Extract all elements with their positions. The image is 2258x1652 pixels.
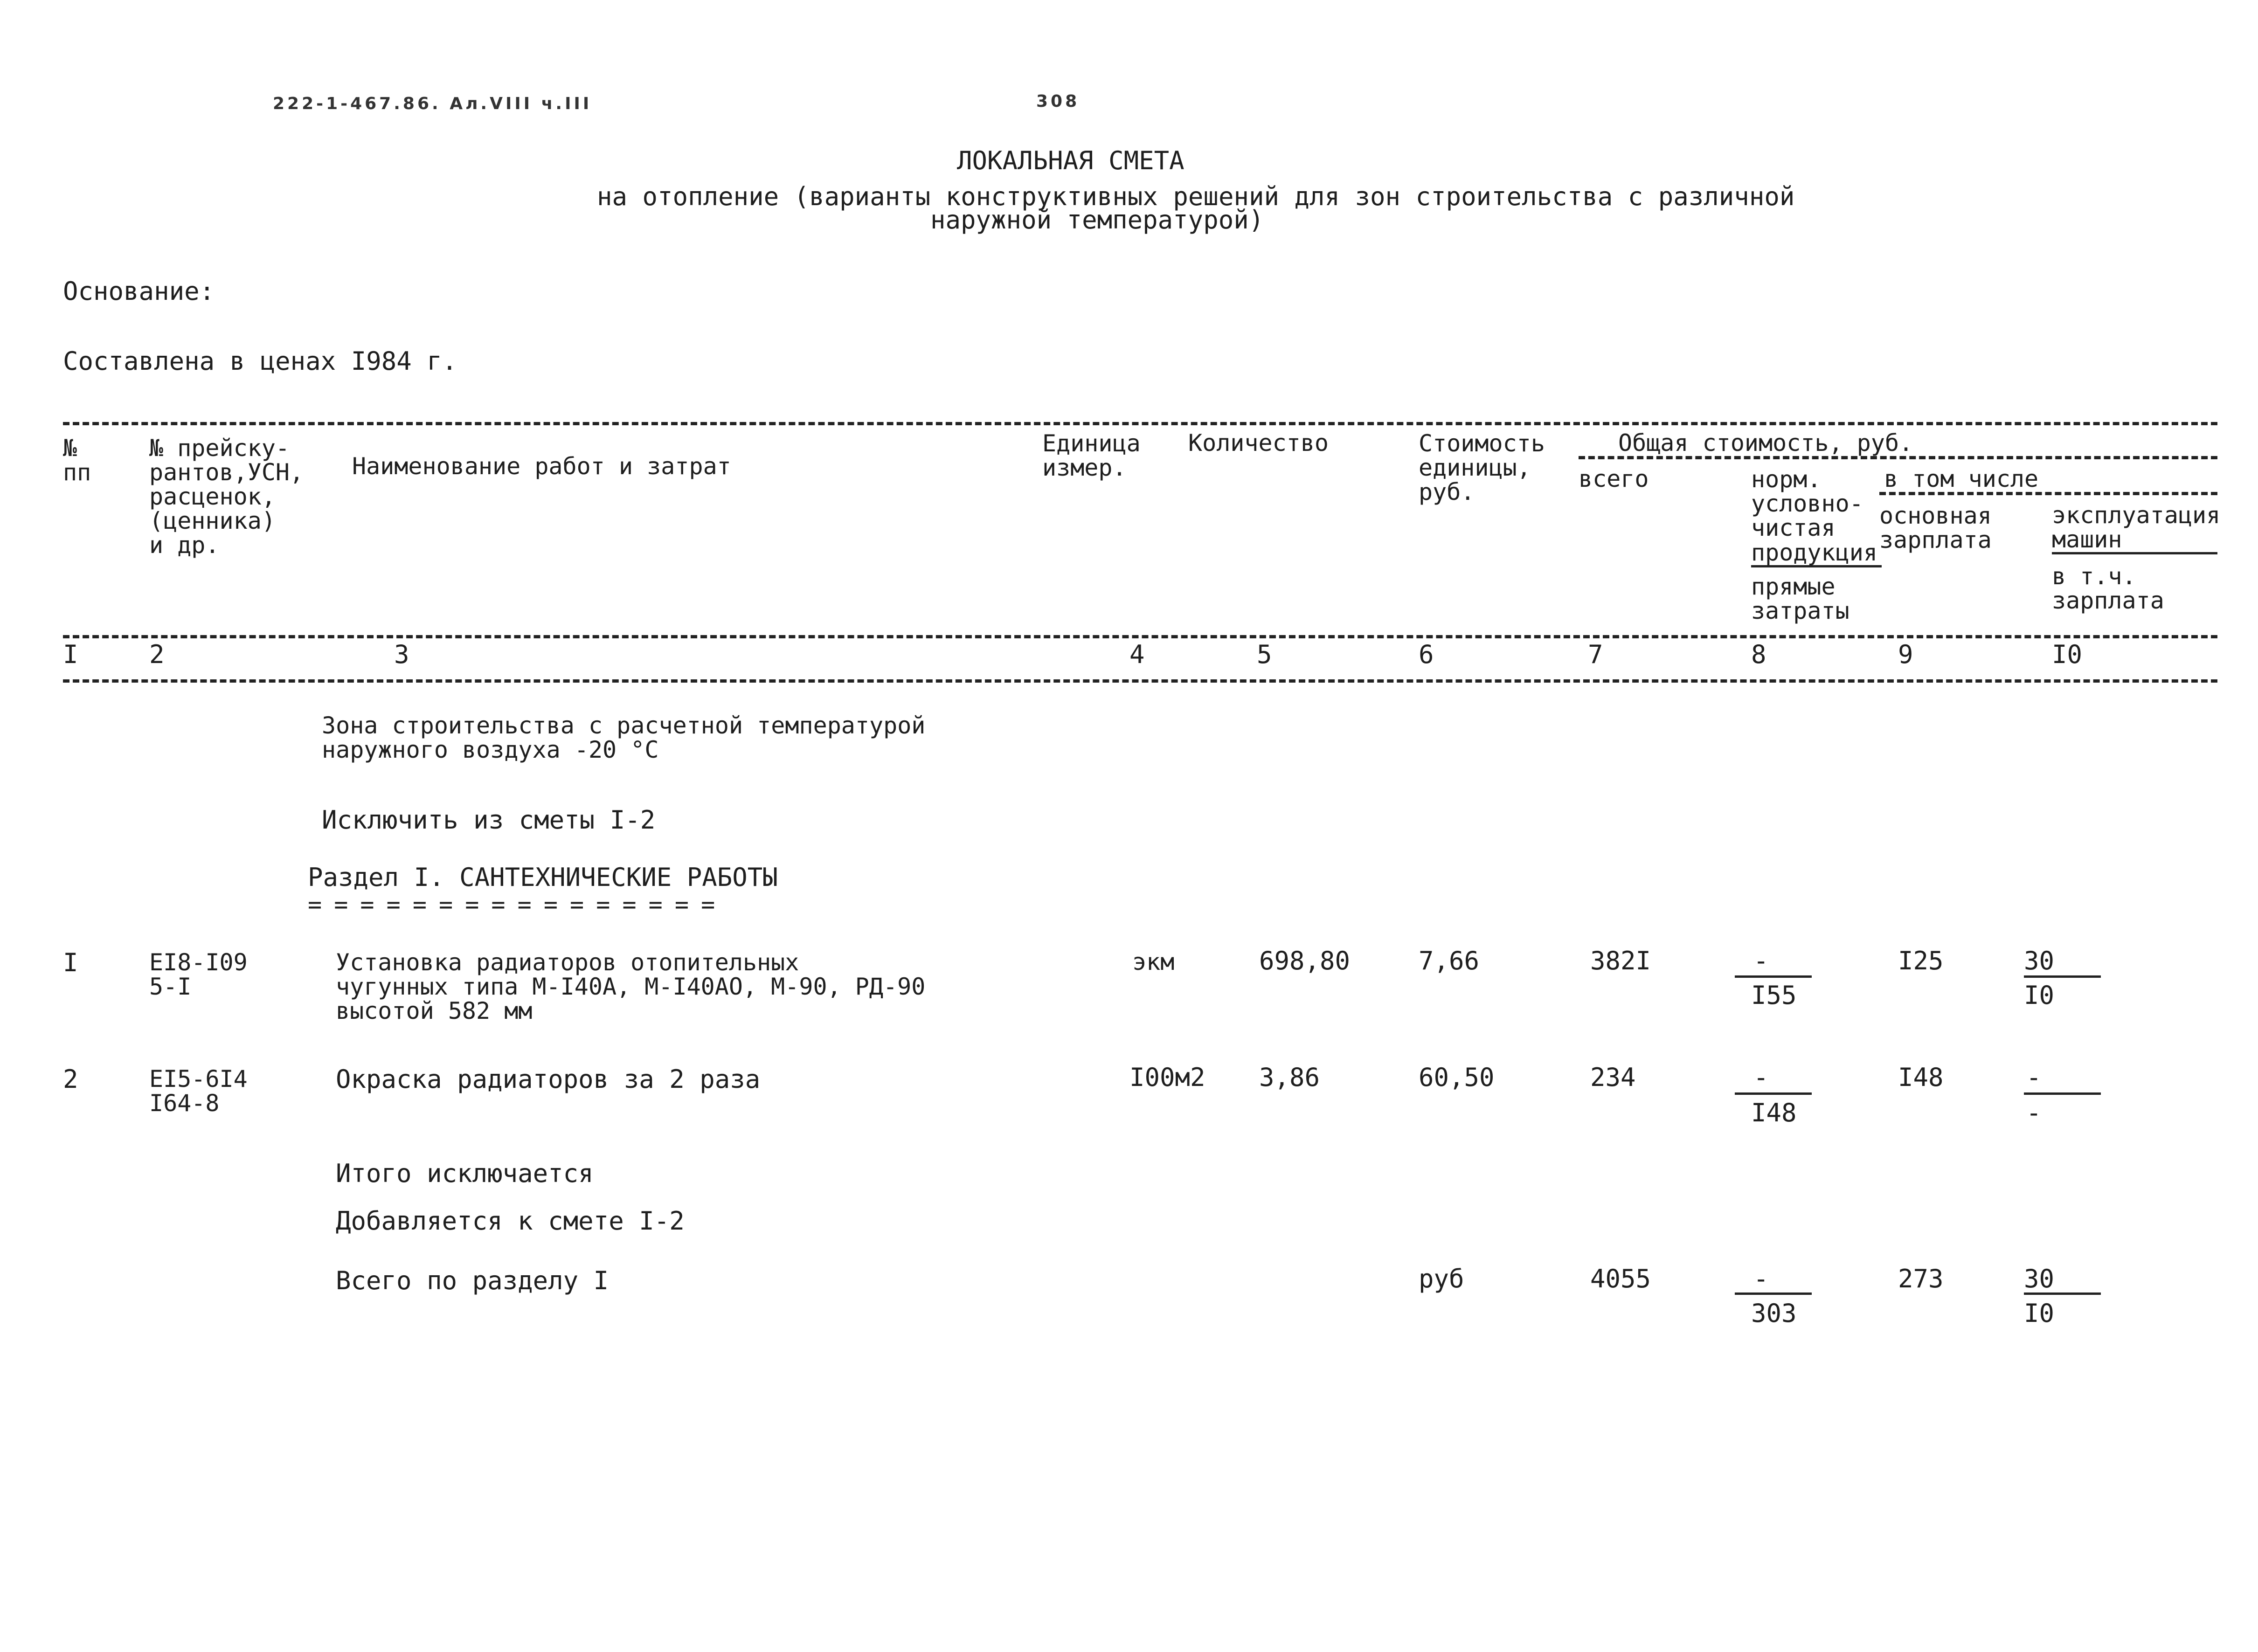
section-title-underline: = = = = = = = = = = = = = = = = xyxy=(308,891,714,918)
section-total-salary: 273 xyxy=(1898,1264,1944,1293)
document-title: ЛОКАЛЬНАЯ СМЕТА xyxy=(957,146,1184,175)
header-bottom-rule xyxy=(63,635,2217,638)
added-label: Добавляется к смете I-2 xyxy=(336,1206,685,1236)
document-subtitle-line2: наружной температурой) xyxy=(930,205,1264,235)
col-number: I0 xyxy=(2052,640,2083,669)
header-unit-cost: Стоимость единицы, руб. xyxy=(1419,430,1545,505)
header-unit: Единица измер. xyxy=(1042,430,1141,481)
row-1-unit-cost: 7,66 xyxy=(1419,946,1480,975)
header-machines2: машин xyxy=(2052,526,2122,553)
row-2-name: Окраска радиаторов за 2 раза xyxy=(336,1064,761,1094)
row-2-num: 2 xyxy=(63,1064,78,1094)
header-norm-product: продукция xyxy=(1751,539,1877,566)
row-2-machines-salary: - xyxy=(2026,1098,2042,1127)
col-number: 7 xyxy=(1588,640,1603,669)
header-incl-rule xyxy=(1879,492,2217,495)
section-total-machines-rule xyxy=(2024,1293,2101,1295)
header-top-rule xyxy=(63,422,2217,425)
header-machines: эксплуатация xyxy=(2052,502,2221,529)
row-2-machines-rule xyxy=(2024,1092,2101,1095)
section-total-norm: - xyxy=(1753,1264,1769,1293)
col-number: 6 xyxy=(1419,640,1434,669)
prices-label: Составлена в ценах I984 г. xyxy=(63,346,457,376)
header-total-cost: Общая стоимость, руб. xyxy=(1618,429,1913,456)
header-price-ref: № прейску- рантов,УСН, расценок, (ценника) и др. xyxy=(149,435,304,559)
section-total-unit: руб xyxy=(1419,1264,1464,1293)
row-2-total: 234 xyxy=(1590,1063,1636,1092)
header-salary: основная зарплата xyxy=(1879,502,1992,553)
section-total-machines-salary: I0 xyxy=(2024,1299,2055,1328)
column-numbers-rule xyxy=(63,679,2217,683)
row-1-ref: EI8-I09 5-I xyxy=(149,949,248,1000)
row-1-num: I xyxy=(63,948,78,977)
row-2-direct: I48 xyxy=(1751,1098,1797,1127)
section-total-norm-rule xyxy=(1735,1293,1812,1295)
header-machines-salary: в т.ч. зарплата xyxy=(2052,563,2164,614)
row-2-unit: I00м2 xyxy=(1129,1063,1205,1092)
row-2-norm-rule xyxy=(1735,1092,1812,1095)
header-name: Наименование работ и затрат xyxy=(352,453,731,480)
section-total-label: Всего по разделу I xyxy=(336,1266,609,1295)
section-total-direct: 303 xyxy=(1751,1299,1797,1328)
row-1-name: Установка радиаторов отопительных чугунных типа М-I40А, М-I40АО, М-90, РД-90 высотой 582 мм xyxy=(336,949,926,1024)
header-norm: норм. условно- чистая xyxy=(1751,466,1863,541)
row-2-ref: EI5-6I4 I64-8 xyxy=(149,1065,248,1117)
col-number: 4 xyxy=(1129,640,1145,669)
section-title: Раздел I. САНТЕХНИЧЕСКИЕ РАБОТЫ xyxy=(308,863,778,892)
col-number: 5 xyxy=(1257,640,1272,669)
row-1-qty: 698,80 xyxy=(1259,946,1351,975)
header-qty: Количество xyxy=(1188,429,1329,456)
row-2-qty: 3,86 xyxy=(1259,1063,1320,1092)
page-number: 308 xyxy=(1036,92,1080,111)
header-norm-rule xyxy=(1751,565,1882,567)
row-1-salary: I25 xyxy=(1898,946,1944,975)
col-number: 3 xyxy=(394,640,409,669)
row-2-norm: - xyxy=(1753,1063,1769,1092)
zone-text: Зона строительства с расчетной температурой наружного воздуха -20 °С xyxy=(322,712,926,763)
col-number: I xyxy=(63,640,78,669)
row-1-norm-rule xyxy=(1735,975,1812,978)
row-1-machines-rule xyxy=(2024,975,2101,978)
row-1-norm: - xyxy=(1753,946,1769,975)
col-number: 9 xyxy=(1898,640,1913,669)
document-subtitle-line1: на отопление (варианты конструктивных решений для зон строительства с различной xyxy=(597,182,1795,211)
header-num: № пп xyxy=(63,435,91,486)
document-code: 222-1-467.86. Ал.VIII ч.III xyxy=(273,94,592,113)
header-total: всего xyxy=(1579,465,1649,492)
section-total-sum: 4055 xyxy=(1590,1264,1651,1293)
row-1-machines-salary: I0 xyxy=(2024,981,2055,1010)
row-1-direct: I55 xyxy=(1751,981,1797,1010)
header-total-cost-rule xyxy=(1579,456,2217,459)
row-2-unit-cost: 60,50 xyxy=(1419,1063,1495,1092)
header-direct: прямые затраты xyxy=(1751,573,1849,624)
header-incl: в том числе xyxy=(1884,465,2039,492)
row-2-salary: I48 xyxy=(1898,1063,1944,1092)
row-1-total: 382I xyxy=(1590,946,1651,975)
basis-label: Основание: xyxy=(63,276,215,306)
row-2-machines: - xyxy=(2026,1063,2042,1092)
col-number: 2 xyxy=(149,640,165,669)
section-total-machines: 30 xyxy=(2024,1264,2055,1293)
row-1-unit: экм xyxy=(1132,948,1175,975)
total-excluded-label: Итого исключается xyxy=(336,1159,594,1188)
col-number: 8 xyxy=(1751,640,1766,669)
header-machines-rule xyxy=(2052,552,2217,554)
exclude-text: Исключить из сметы I-2 xyxy=(322,805,656,835)
row-1-machines: 30 xyxy=(2024,946,2055,975)
